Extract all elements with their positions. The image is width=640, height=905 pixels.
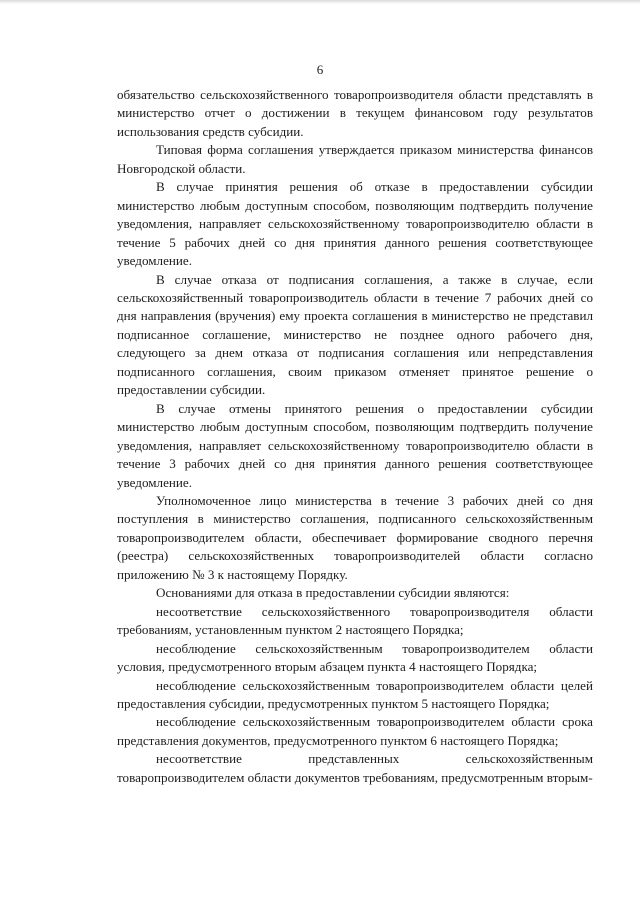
paragraph: Основаниями для отказа в предоставлении субсидии являются: xyxy=(156,585,510,601)
paragraph: Уполномоченное лицо министерства в течение 3 рабочих дней со дня поступления в министерство соглашения, подписанного сельскохозяйственным товаропроизводителем области, обеспечивает формирование сводного перечня (реестра) сельскохозяйственных товаропроизводителей области согласно приложению № 3 к настоящему Порядку. xyxy=(117,492,593,582)
list-item: несоблюдение сельскохозяйственным товаропроизводителем области целей предоставления субсидии, предусмотренных пунктом 5 настоящего Порядка; xyxy=(117,677,593,711)
paragraph: Типовая форма соглашения утверждается приказом министерства финансов Новгородской области. xyxy=(117,142,593,176)
list-item: несоблюдение сельскохозяйственным товаропроизводителем области условия, предусмотренного вторым абзацем пункта 4 настоящего Порядка; xyxy=(117,640,593,675)
list-item: несоблюдение сельскохозяйственным товаропроизводителем области срока представления документов, предусмотренного пунктом 6 настоящего Порядка; xyxy=(117,714,593,748)
paragraph: В случае принятия решения об отказе в предоставлении субсидии министерство любым доступным способом, позволяющим подтвердить получение уведомления, направляет сельскохозяйственному товаропроизводителю области в течение 5 рабочих дней со дня принятия данного решения соответствующее уведомление. xyxy=(117,179,593,269)
paragraph-continuation: обязательство сельскохозяйственного товаропроизводителя области представлять в министерство отчет о достижении в текущем финансовом году результатов использования средств субсидии. xyxy=(117,87,593,139)
paragraph: В случае отказа от подписания соглашения, а также в случае, если сельскохозяйственный товаропроизводитель области в течение 7 рабочих дней со дня направления (вручения) ему проекта соглашения в министерство не представил подписанное соглашение, министерство не позднее одного рабочего дня, следующего за днем отказа от подписания соглашения или непредставления подписанного соглашения, своим приказом отменяет принятое решение о предоставлении субсидии. xyxy=(117,271,593,398)
paragraph: В случае отмены принятого решения о предоставлении субсидии министерство любым доступным способом, позволяющим подтвердить получение уведомления, направляет сельскохозяйственному товаропроизводителю области в течение 3 рабочих дней со дня принятия данного решения соответствующее уведомление. xyxy=(117,400,593,490)
scan-edge xyxy=(0,0,640,4)
list-item: несоответствие сельскохозяйственного товаропроизводителя области требованиям, установленным пунктом 2 настоящего Порядка; xyxy=(117,603,593,638)
list-item: несоответствие представленных сельскохозяйственным товаропроизводителем области документов требованиям, предусмотренным вторым- xyxy=(117,751,593,785)
document-body xyxy=(117,86,593,787)
page-number: 6 xyxy=(316,62,324,77)
